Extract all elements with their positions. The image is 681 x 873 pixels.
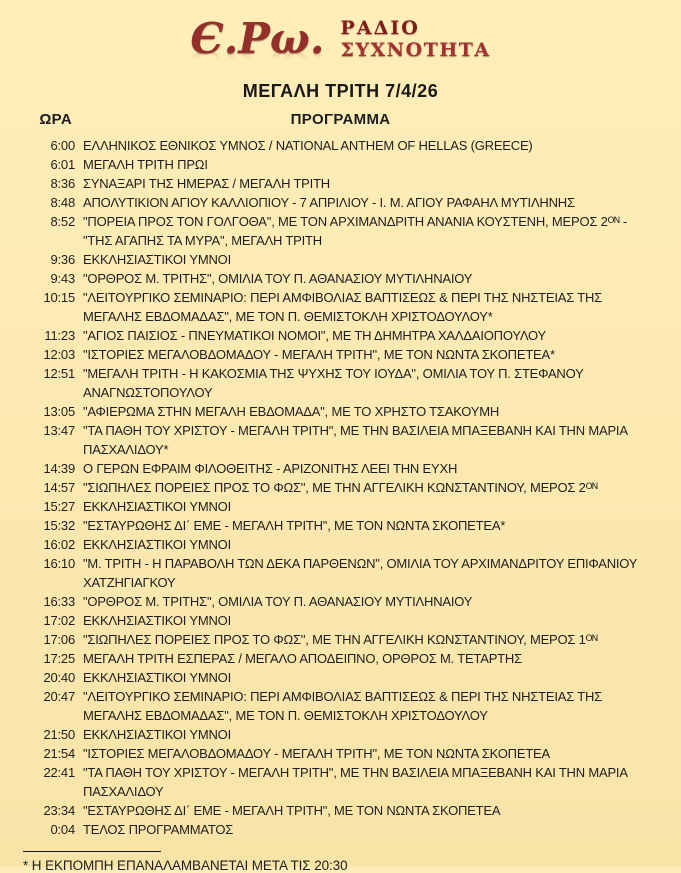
program-title: "ΜΕΓΑΛΗ ΤΡΙΤΗ - Η ΚΑΚΟΣΜΙΑ ΤΗΣ ΨΥΧΗΣ ΤΟΥ ΙΟΥΔΑ", ΟΜΙΛΙΑ ΤΟΥ Π. ΣΤΕΦΑΝΟΥ ΑΝΑΓΝΩΣΤΟΠΟΥΛΟΥ <box>83 366 584 400</box>
table-row <box>0 193 681 212</box>
brand-line-radio: ΡΑΔΙΟ <box>340 16 420 39</box>
program-time: 6:00 <box>50 138 75 153</box>
table-row <box>0 649 681 668</box>
program-time: 23:34 <box>43 803 75 818</box>
program-time: 17:02 <box>43 613 75 628</box>
program-title: Ο ΓΕΡΩΝ ΕΦΡΑΙΜ ΦΙΛΟΘΕΙΤΗΣ - ΑΡΙΖΟΝΙΤΗΣ ΛΕΕΙ ΤΗΝ ΕΥΧΗ <box>83 461 458 476</box>
program-title: ΕΚΚΛΗΣΙΑΣΤΙΚΟΙ ΥΜΝΟΙ <box>83 613 231 628</box>
footnote-divider <box>23 851 161 852</box>
brand-line-frequency: ΣΥΧΝΟΤΗΤΑ <box>340 38 491 61</box>
program-time: 16:10 <box>43 556 75 571</box>
program-title: "ΛΕΙΤΟΥΡΓΙΚΟ ΣΕΜΙΝΑΡΙΟ: ΠΕΡΙ ΑΜΦΙΒΟΛΙΑΣ ΒΑΠΤΙΣΕΩΣ & ΠΕΡΙ ΤΗΣ ΝΗΣΤΕΙΑΣ ΤΗΣ ΜΕΓΑΛΗΣ ΕΒΔΟΜΑΔΑΣ", ΜΕ ΤΟΝ Π. ΘΕΜΙΣΤΟΚΛΗ ΧΡΙΣΤΟΔΟΥΛΟΥ* <box>83 290 603 324</box>
program-time: 21:54 <box>43 746 75 761</box>
footnote: * Η ΕΚΠΟΜΠΗ ΕΠΑΝΑΛΑΜΒΑΝΕΤΑΙ ΜΕΤΑ ΤΙΣ 20:30 <box>23 858 348 873</box>
program-title: "ΤΑ ΠΑΘΗ ΤΟΥ ΧΡΙΣΤΟΥ - ΜΕΓΑΛΗ ΤΡΙΤΗ", ΜΕ ΤΗΝ ΒΑΣΙΛΕΙΑ ΜΠΑΞΕΒΑΝΗ ΚΑΙ ΤΗΝ ΜΑΡΙΑ ΠΑΣΧΑΛΙΔΟΥ* <box>83 423 628 457</box>
program-title: ΜΕΓΑΛΗ ΤΡΙΤΗ ΕΣΠΕΡΑΣ / ΜΕΓΑΛΟ ΑΠΟΔΕΙΠΝΟ, ΟΡΘΡΟΣ Μ. ΤΕΤΑΡΤΗΣ <box>83 651 522 666</box>
table-row <box>0 269 681 288</box>
program-time: 17:06 <box>43 632 75 647</box>
program-time: 8:36 <box>50 176 75 191</box>
program-title: "ΕΣΤΑΥΡΩΘΗΣ ΔΙ΄ ΕΜΕ - ΜΕΓΑΛΗ ΤΡΙΤΗ", ΜΕ ΤΟΝ ΝΩΝΤΑ ΣΚΟΠΕΤΕΑ <box>83 803 501 818</box>
program-time: 0:04 <box>50 822 75 837</box>
program-time: 14:39 <box>43 461 75 476</box>
program-time: 8:52 <box>50 214 75 229</box>
footer <box>23 851 681 873</box>
table-row <box>0 668 681 687</box>
program-time: 16:02 <box>43 537 75 552</box>
table-row <box>0 687 681 725</box>
program-time: 12:03 <box>43 347 75 362</box>
table-row <box>0 592 681 611</box>
program-time: 9:36 <box>50 252 75 267</box>
program-time: 15:32 <box>43 518 75 533</box>
column-header-time: ΩΡΑ <box>39 111 72 128</box>
table-row <box>0 459 681 478</box>
program-title: "ΤΑ ΠΑΘΗ ΤΟΥ ΧΡΙΣΤΟΥ - ΜΕΓΑΛΗ ΤΡΙΤΗ", ΜΕ ΤΗΝ ΒΑΣΙΛΕΙΑ ΜΠΑΞΕΒΑΝΗ ΚΑΙ ΤΗΝ ΜΑΡΙΑ ΠΑΣΧΑΛΙΔΟΥ <box>83 765 628 799</box>
table-row <box>0 136 681 155</box>
program-time: 10:15 <box>43 290 75 305</box>
program-title: ΕΚΚΛΗΣΙΑΣΤΙΚΟΙ ΥΜΝΟΙ <box>83 670 231 685</box>
table-row <box>0 421 681 459</box>
table-row <box>0 345 681 364</box>
program-time: 22:41 <box>43 765 75 780</box>
table-row <box>0 174 681 193</box>
program-time: 8:48 <box>50 195 75 210</box>
table-row <box>0 155 681 174</box>
program-time: 21:50 <box>43 727 75 742</box>
program-title: "ΑΦΙΕΡΩΜΑ ΣΤΗΝ ΜΕΓΑΛΗ ΕΒΔΟΜΑΔΑ", ΜΕ ΤΟ ΧΡΗΣΤΟ ΤΣΑΚΟΥΜΗ <box>83 404 500 419</box>
program-time: 13:05 <box>43 404 75 419</box>
header <box>0 0 681 102</box>
program-time: 15:27 <box>43 499 75 514</box>
program-title: ΣΥΝΑΞΑΡΙ ΤΗΣ ΗΜΕΡΑΣ / ΜΕΓΑΛΗ ΤΡΙΤΗ <box>83 176 330 191</box>
program-time: 13:47 <box>43 423 75 438</box>
table-row <box>0 630 681 649</box>
table-row <box>0 212 681 250</box>
page-title: ΜΕΓΑΛΗ ΤΡΙΤΗ 7/4/26 <box>242 81 439 101</box>
program-title: "ΠΟΡΕΙΑ ΠΡΟΣ ΤΟΝ ΓΟΛΓΟΘΑ", ΜΕ ΤΟΝ ΑΡΧΙΜΑΝΔΡΙΤΗ ΑΝΑΝΙΑ ΚΟΥΣΤΕΝΗ, ΜΕΡΟΣ 2ᴼᴺ - "ΤΗΣ ΑΓΑΠΗΣ ΤΑ ΜΥΡΑ", ΜΕΓΑΛΗ ΤΡΙΤΗ <box>83 214 628 248</box>
program-title: "ΣΙΩΠΗΛΕΣ ΠΟΡΕΙΕΣ ΠΡΟΣ ΤΟ ΦΩΣ", ΜΕ ΤΗΝ ΑΓΓΕΛΙΚΗ ΚΩΝΣΤΑΝΤΙΝΟΥ, ΜΕΡΟΣ 1ᴼᴺ <box>83 632 598 647</box>
program-time: 9:43 <box>50 271 75 286</box>
program-title: ΕΚΚΛΗΣΙΑΣΤΙΚΟΙ ΥΜΝΟΙ <box>83 537 231 552</box>
program-title: ΕΚΚΛΗΣΙΑΣΤΙΚΟΙ ΥΜΝΟΙ <box>83 252 231 267</box>
program-time: 11:23 <box>44 328 75 343</box>
program-title: "ΟΡΘΡΟΣ Μ. ΤΡΙΤΗΣ", ΟΜΙΛΙΑ ΤΟΥ Π. ΑΘΑΝΑΣΙΟΥ ΜΥΤΙΛΗΝΑΙΟΥ <box>83 594 473 609</box>
program-title: ΕΚΚΛΗΣΙΑΣΤΙΚΟΙ ΥΜΝΟΙ <box>83 727 231 742</box>
table-row <box>0 763 681 801</box>
station-logo-row <box>0 0 681 72</box>
table-row <box>0 364 681 402</box>
program-title: "ΕΣΤΑΥΡΩΘΗΣ ΔΙ΄ ΕΜΕ - ΜΕΓΑΛΗ ΤΡΙΤΗ", ΜΕ ΤΟΝ ΝΩΝΤΑ ΣΚΟΠΕΤΕΑ* <box>83 518 506 533</box>
table-row <box>0 535 681 554</box>
program-title: ΜΕΓΑΛΗ ΤΡΙΤΗ ΠΡΩΙ <box>83 157 208 172</box>
table-row <box>0 611 681 630</box>
program-title: "ΙΣΤΟΡΙΕΣ ΜΕΓΑΛΟΒΔΟΜΑΔΟΥ - ΜΕΓΑΛΗ ΤΡΙΤΗ", ΜΕ ΤΟΝ ΝΩΝΤΑ ΣΚΟΠΕΤΕΑ <box>83 746 550 761</box>
table-row <box>0 250 681 269</box>
program-time: 20:40 <box>43 670 75 685</box>
program-title: "ΙΣΤΟΡΙΕΣ ΜΕΓΑΛΟΒΔΟΜΑΔΟΥ - ΜΕΓΑΛΗ ΤΡΙΤΗ", ΜΕ ΤΟΝ ΝΩΝΤΑ ΣΚΟΠΕΤΕΑ* <box>83 347 555 362</box>
table-row <box>0 326 681 345</box>
program-time: 17:25 <box>43 651 75 666</box>
program-time: 6:01 <box>50 157 75 172</box>
table-row <box>0 402 681 421</box>
program-rows <box>0 136 681 839</box>
table-row <box>0 820 681 839</box>
program-time: 14:57 <box>43 480 75 495</box>
program-title: "ΑΓΙΟΣ ΠΑΙΣΙΟΣ - ΠΝΕΥΜΑΤΙΚΟΙ ΝΟΜΟΙ", ΜΕ ΤΗ ΔΗΜΗΤΡΑ ΧΑΛΔΑΙΟΠΟΥΛΟΥ <box>83 328 547 343</box>
table-row <box>0 288 681 326</box>
program-table <box>0 111 681 839</box>
table-row <box>0 497 681 516</box>
program-title: "ΛΕΙΤΟΥΡΓΙΚΟ ΣΕΜΙΝΑΡΙΟ: ΠΕΡΙ ΑΜΦΙΒΟΛΙΑΣ ΒΑΠΤΙΣΕΩΣ & ΠΕΡΙ ΤΗΣ ΝΗΣΤΕΙΑΣ ΤΗΣ ΜΕΓΑΛΗΣ ΕΒΔΟΜΑΔΑΣ", ΜΕ ΤΟΝ Π. ΘΕΜΙΣΤΟΚΛΗ ΧΡΙΣΤΟΔΟΥΛΟΥ <box>83 689 603 723</box>
program-time: 12:51 <box>43 366 75 381</box>
table-header-row <box>0 111 681 129</box>
program-title: "ΣΙΩΠΗΛΕΣ ΠΟΡΕΙΕΣ ΠΡΟΣ ΤΟ ΦΩΣ", ΜΕ ΤΗΝ ΑΓΓΕΛΙΚΗ ΚΩΝΣΤΑΝΤΙΝΟΥ, ΜΕΡΟΣ 2ᴼᴺ <box>83 480 598 495</box>
program-time: 20:47 <box>43 689 75 704</box>
table-row <box>0 725 681 744</box>
table-row <box>0 554 681 592</box>
program-title: "ΟΡΘΡΟΣ Μ. ΤΡΙΤΗΣ", ΟΜΙΛΙΑ ΤΟΥ Π. ΑΘΑΝΑΣΙΟΥ ΜΥΤΙΛΗΝΑΙΟΥ <box>83 271 473 286</box>
program-title: ΑΠΟΛΥΤΙΚΙΟΝ ΑΓΙΟΥ ΚΑΛΛΙΟΠΙΟΥ - 7 ΑΠΡΙΛΙΟΥ - Ι. Μ. ΑΓΙΟΥ ΡΑΦΑΗΛ ΜΥΤΙΛΗΝΗΣ <box>83 195 575 210</box>
program-title: ΕΛΛΗΝΙΚΟΣ ΕΘΝΙΚΟΣ ΥΜΝΟΣ / NATIONAL ANTHEM OF HELLAS (GREECE) <box>83 138 533 153</box>
program-time: 16:33 <box>43 594 75 609</box>
program-title: ΕΚΚΛΗΣΙΑΣΤΙΚΟΙ ΥΜΝΟΙ <box>83 499 231 514</box>
table-row <box>0 801 681 820</box>
station-logo: Є.Ρω. <box>190 14 325 63</box>
column-header-program: ΠΡΟΓΡΑΜΜΑ <box>290 111 391 128</box>
table-row <box>0 478 681 497</box>
program-title: ΤΕΛΟΣ ΠΡΟΓΡΑΜΜΑΤΟΣ <box>83 822 234 837</box>
station-brand <box>340 16 491 61</box>
table-row <box>0 516 681 535</box>
program-title: "Μ. ΤΡΙΤΗ - Η ΠΑΡΑΒΟΛΗ ΤΩΝ ΔΕΚΑ ΠΑΡΘΕΝΩΝ", ΟΜΙΛΙΑ ΤΟΥ ΑΡΧΙΜΑΝΔΡΙΤΟΥ ΕΠΙΦΑΝΙΟΥ ΧΑΤΖΗΓΙΑΓΚΟΥ <box>83 556 638 590</box>
table-row <box>0 744 681 763</box>
